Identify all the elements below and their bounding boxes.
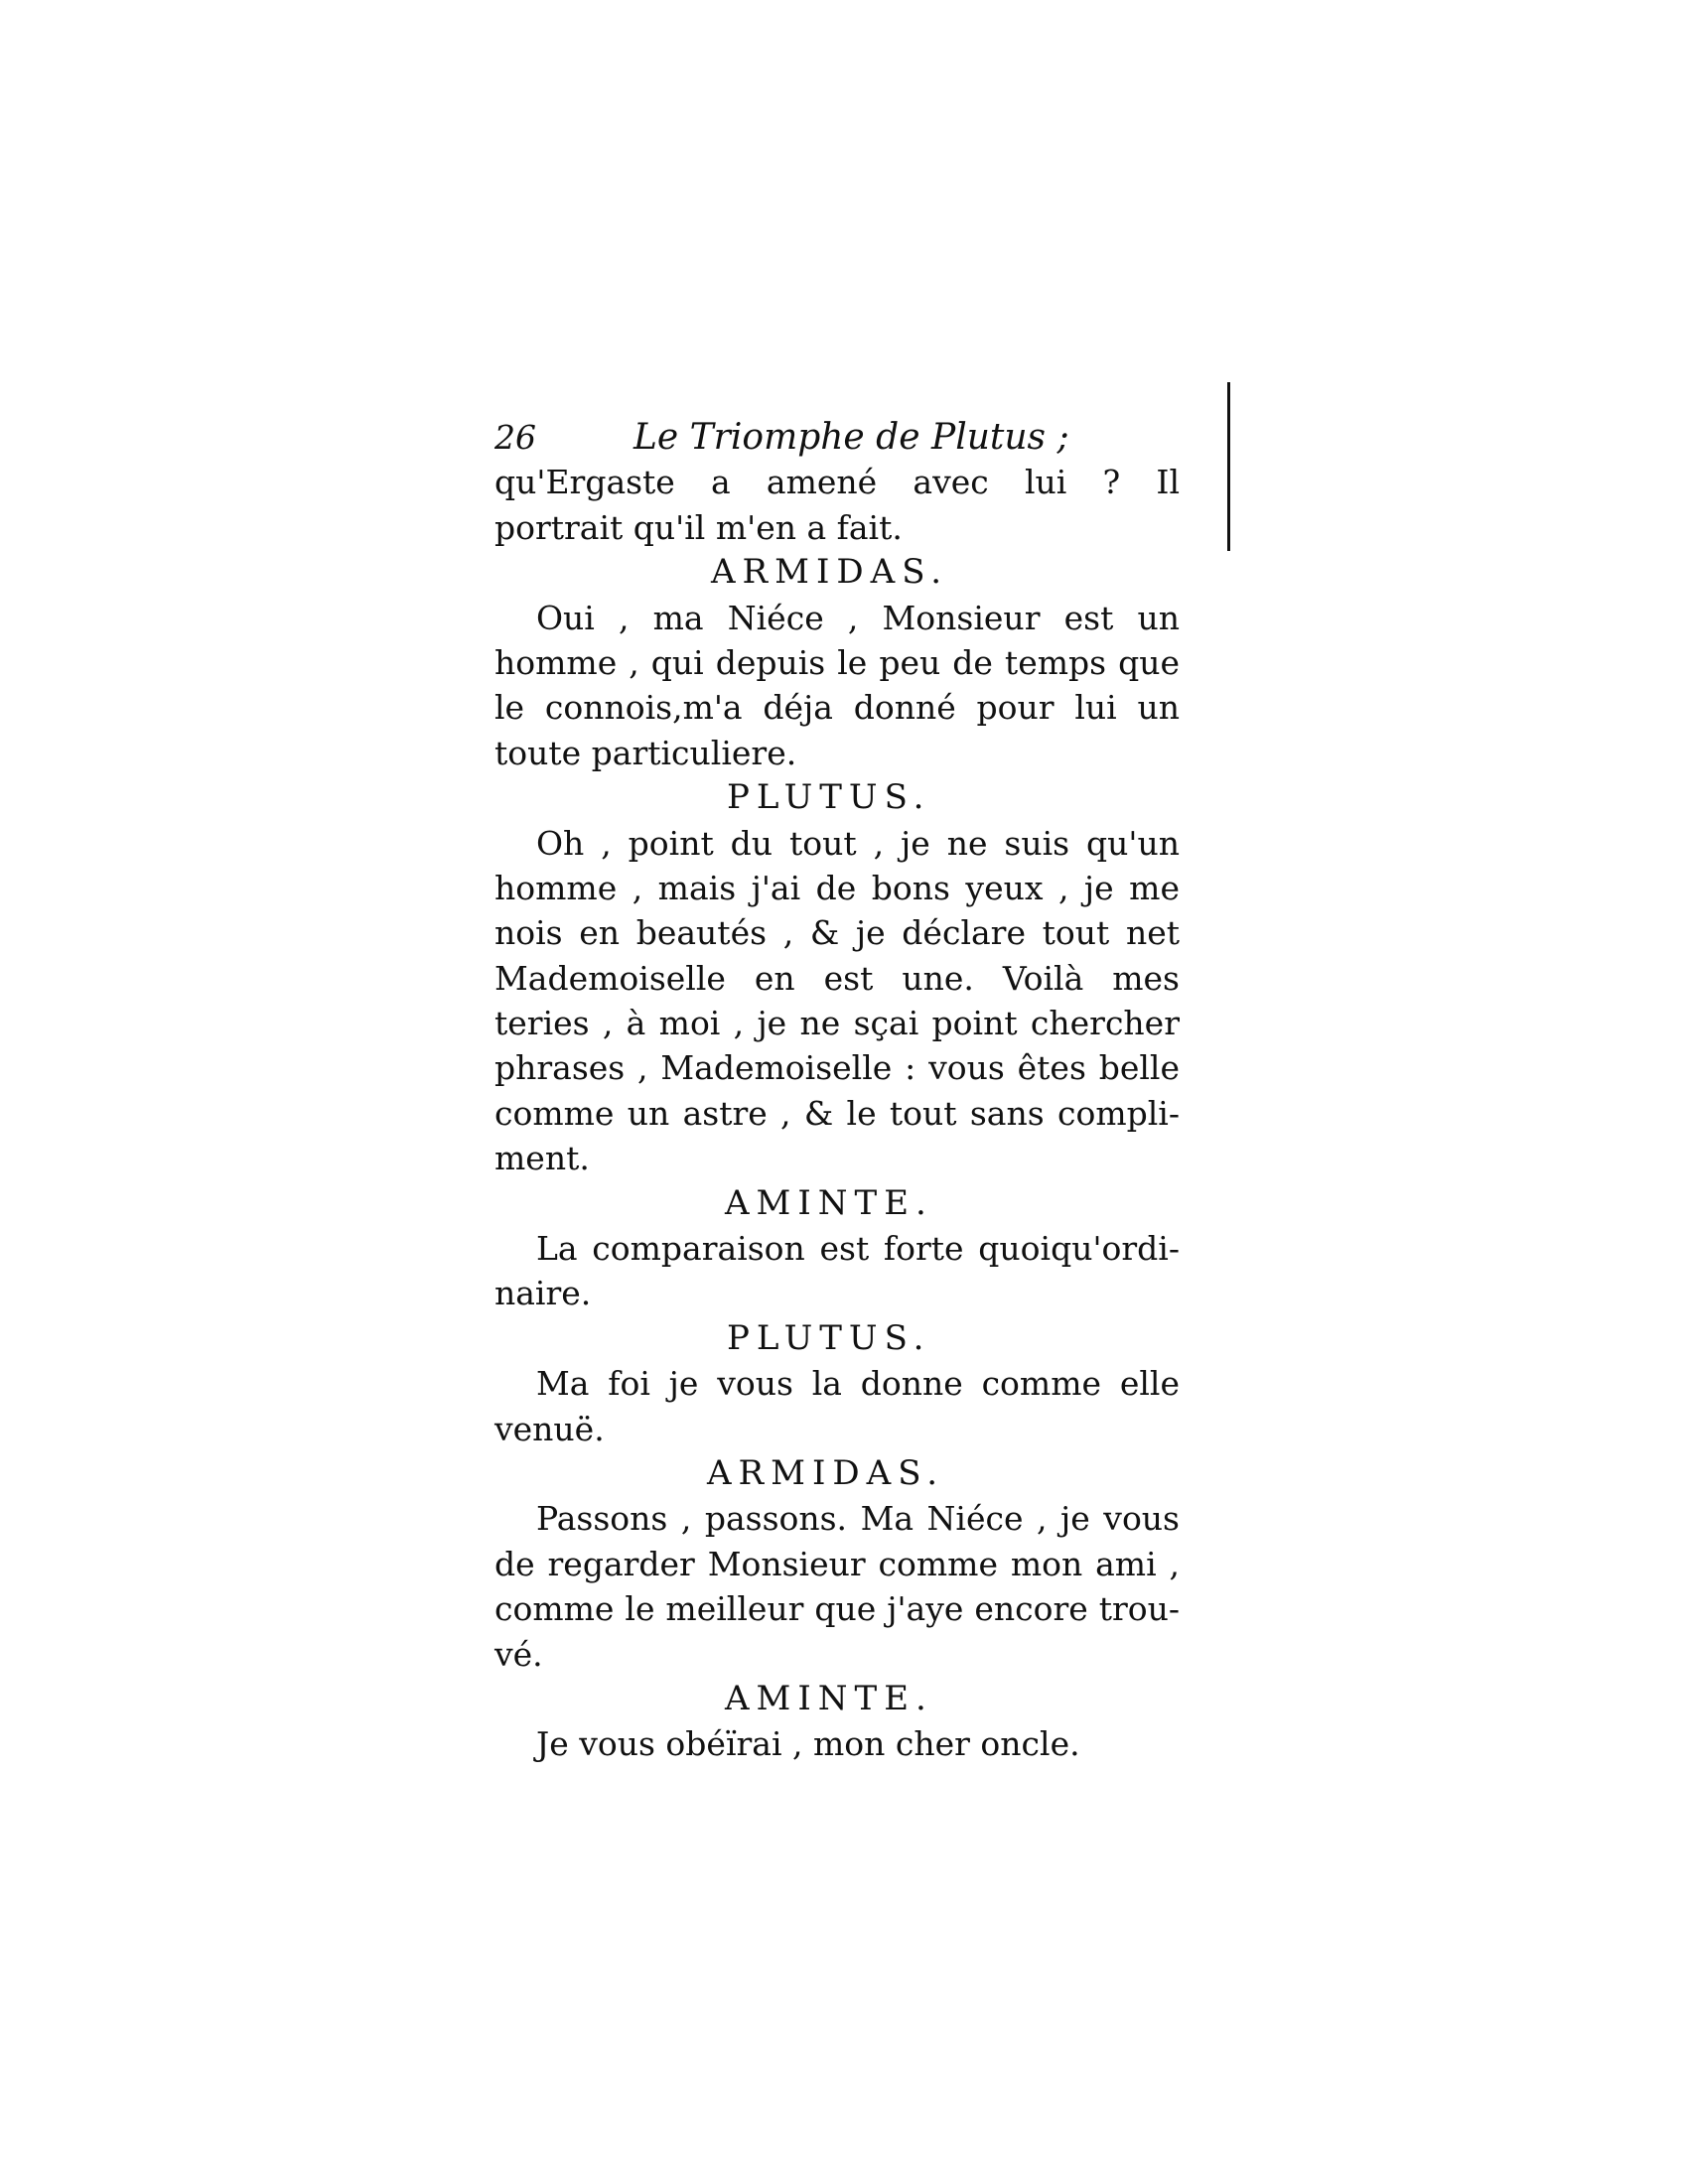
text-line: Oui , ma Niéce , Monsieur est un xyxy=(536,598,1180,637)
text-line: de regarder Monsieur comme mon ami , xyxy=(494,1544,1180,1583)
page-text-block xyxy=(494,415,1180,1767)
page-number: 26 xyxy=(494,418,536,457)
text-line: toute particuliere. xyxy=(494,733,797,772)
text-line: portrait qu'il m'en a fait. xyxy=(494,507,903,547)
speaker-name: ARMIDAS. xyxy=(711,552,949,593)
text-line: vé. xyxy=(494,1634,543,1674)
text-line: qu'Ergaste a amené avec lui ? Il xyxy=(494,463,1180,502)
text-line: nois en beautés , & je déclare tout net xyxy=(494,913,1180,953)
text-line: comme le meilleur que j'aye encore trou- xyxy=(494,1589,1180,1629)
text-line: Je vous obéïrai , mon cher oncle. xyxy=(536,1724,1080,1764)
speaker-name: PLUTUS. xyxy=(727,777,931,818)
text-line: Mademoiselle en est une. Voilà mes xyxy=(494,958,1180,998)
text-line: Oh , point du tout , je ne suis qu'un xyxy=(536,823,1180,863)
text-line: homme , mais j'ai de bons yeux , je me xyxy=(494,868,1180,907)
text-line: naire. xyxy=(494,1274,592,1313)
speaker-name: PLUTUS. xyxy=(727,1317,931,1358)
text-line: Passons , passons. Ma Niéce , je vous xyxy=(536,1499,1180,1539)
text-line: phrases , Mademoiselle : vous êtes belle xyxy=(494,1048,1180,1088)
text-line: venuë. xyxy=(494,1409,605,1448)
speaker-name: AMINTE. xyxy=(725,1182,933,1223)
speaker-name: ARMIDAS. xyxy=(707,1452,945,1493)
running-head: Le Triomphe de Plutus ; xyxy=(633,417,1069,458)
text-line: ment. xyxy=(494,1139,590,1178)
page-header xyxy=(494,415,1180,460)
text-line: Ma foi je vous la donne comme elle xyxy=(536,1364,1180,1404)
text-line: homme , qui depuis le peu de temps que xyxy=(494,642,1180,682)
binding-edge-rule xyxy=(1227,382,1230,551)
speaker-name: AMINTE. xyxy=(725,1678,933,1718)
text-line: le connois,m'a déja donné pour lui un xyxy=(494,688,1180,728)
text-line: teries , à moi , je ne sçai point chercher xyxy=(494,1004,1180,1043)
text-line: comme un astre , & le tout sans compli- xyxy=(494,1093,1180,1133)
text-line: La comparaison est forte quoiqu'ordi- xyxy=(536,1229,1180,1269)
